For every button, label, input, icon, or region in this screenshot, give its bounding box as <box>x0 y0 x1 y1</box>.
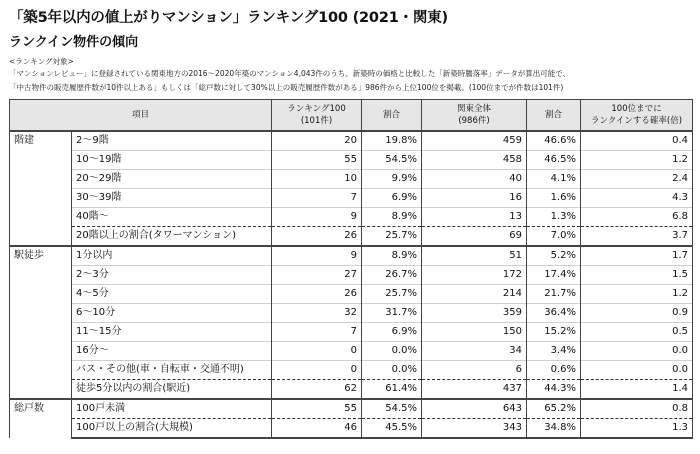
all-count-cell: 40 <box>422 170 527 189</box>
category-cell: 階建 <box>10 131 72 246</box>
item-label-cell: 16分～ <box>72 342 272 361</box>
rank-count-cell: 26 <box>272 227 362 247</box>
probability-cell: 1.2 <box>581 285 693 304</box>
table-row <box>10 246 693 266</box>
all-count-cell: 150 <box>422 323 527 342</box>
probability-cell: 6.8 <box>581 208 693 227</box>
all-ratio-cell: 3.4% <box>527 342 581 361</box>
probability-cell: 0.0 <box>581 342 693 361</box>
table-row <box>10 170 693 189</box>
rank-ratio-cell: 9.9% <box>362 170 422 189</box>
rank-ratio-cell: 0.0% <box>362 361 422 380</box>
probability-cell: 0.8 <box>581 399 693 419</box>
item-label-cell: 11～15分 <box>72 323 272 342</box>
header-probability: 100位までに ランクインする確率(倍) <box>581 100 693 132</box>
all-count-cell: 69 <box>422 227 527 247</box>
table-row <box>10 323 693 342</box>
rank-ratio-cell: 8.9% <box>362 208 422 227</box>
item-label-cell: 40階～ <box>72 208 272 227</box>
header-item: 項目 <box>10 100 272 132</box>
all-ratio-cell: 46.6% <box>527 131 581 151</box>
rank-ratio-cell: 0.0% <box>362 342 422 361</box>
table-row <box>10 151 693 170</box>
item-label-cell: バス・その他(車・自転車・交通不明) <box>72 361 272 380</box>
all-count-cell: 13 <box>422 208 527 227</box>
table-row <box>10 399 693 419</box>
all-ratio-cell: 1.3% <box>527 208 581 227</box>
all-ratio-cell: 1.6% <box>527 189 581 208</box>
rank-count-cell: 20 <box>272 131 362 151</box>
all-count-cell: 51 <box>422 246 527 266</box>
all-count-cell: 343 <box>422 419 527 439</box>
page-subtitle: ランクイン物件の傾向 <box>9 35 139 50</box>
rank-count-cell: 27 <box>272 266 362 285</box>
all-ratio-cell: 15.2% <box>527 323 581 342</box>
table-row <box>10 419 693 439</box>
rank-count-cell: 7 <box>272 323 362 342</box>
item-label-cell: 4～5分 <box>72 285 272 304</box>
probability-cell: 0.4 <box>581 131 693 151</box>
table-row <box>10 208 693 227</box>
rank-ratio-cell: 6.9% <box>362 189 422 208</box>
rank-ratio-cell: 54.5% <box>362 151 422 170</box>
table-row <box>10 189 693 208</box>
notes-line-1: 「マンションレビュー」に登録されている関東地方の2016～2020年築のマンション4,043件のうち、新築時の価格と比較した「新築時騰落率」データが算出可能で、 <box>9 69 571 78</box>
header-ranking: ランキング100 (101件) <box>272 100 362 132</box>
all-count-cell: 172 <box>422 266 527 285</box>
rank-count-cell: 55 <box>272 151 362 170</box>
rank-ratio-cell: 31.7% <box>362 304 422 323</box>
item-label-cell: 20階以上の割合(タワーマンション) <box>72 227 272 247</box>
probability-cell: 0.9 <box>581 304 693 323</box>
category-cell: 駅徒歩 <box>10 246 72 399</box>
table-row <box>10 342 693 361</box>
item-label-cell: 10～19階 <box>72 151 272 170</box>
rank-ratio-cell: 45.5% <box>362 419 422 439</box>
item-label-cell: 100戸未満 <box>72 399 272 419</box>
all-count-cell: 16 <box>422 189 527 208</box>
table-row <box>10 380 693 400</box>
all-count-cell: 359 <box>422 304 527 323</box>
all-ratio-cell: 46.5% <box>527 151 581 170</box>
item-label-cell: 30～39階 <box>72 189 272 208</box>
rank-count-cell: 26 <box>272 285 362 304</box>
rank-count-cell: 10 <box>272 170 362 189</box>
item-label-cell: 1分以内 <box>72 246 272 266</box>
rank-count-cell: 0 <box>272 361 362 380</box>
all-count-cell: 437 <box>422 380 527 400</box>
header-kanto-all: 関東全体 (986件) <box>422 100 527 132</box>
item-label-cell: 100戸以上の割合(大規模) <box>72 419 272 439</box>
rank-count-cell: 7 <box>272 189 362 208</box>
notes-line-2: 「中古物件の販売履歴件数が10件以上ある」もしくは「総戸数に対して30%以上の販売履歴件数がある」986件から上位100位を掲載。(100位までが件数は101件) <box>9 83 564 92</box>
rank-ratio-cell: 8.9% <box>362 246 422 266</box>
rank-ratio-cell: 26.7% <box>362 266 422 285</box>
rank-count-cell: 0 <box>272 342 362 361</box>
rank-ratio-cell: 61.4% <box>362 380 422 400</box>
rank-count-cell: 9 <box>272 246 362 266</box>
rank-count-cell: 9 <box>272 208 362 227</box>
probability-cell: 1.7 <box>581 246 693 266</box>
table-row <box>10 227 693 247</box>
table-row <box>10 131 693 151</box>
probability-cell: 1.4 <box>581 380 693 400</box>
probability-cell: 2.4 <box>581 170 693 189</box>
all-ratio-cell: 4.1% <box>527 170 581 189</box>
rank-ratio-cell: 25.7% <box>362 285 422 304</box>
rank-ratio-cell: 19.8% <box>362 131 422 151</box>
table-header-row <box>10 100 693 132</box>
all-count-cell: 458 <box>422 151 527 170</box>
all-ratio-cell: 7.0% <box>527 227 581 247</box>
all-ratio-cell: 0.6% <box>527 361 581 380</box>
rank-count-cell: 55 <box>272 399 362 419</box>
all-count-cell: 643 <box>422 399 527 419</box>
all-ratio-cell: 34.8% <box>527 419 581 439</box>
all-count-cell: 34 <box>422 342 527 361</box>
rank-ratio-cell: 6.9% <box>362 323 422 342</box>
all-count-cell: 214 <box>422 285 527 304</box>
header-ratio-all: 割合 <box>527 100 581 132</box>
probability-cell: 1.5 <box>581 266 693 285</box>
all-ratio-cell: 36.4% <box>527 304 581 323</box>
all-ratio-cell: 44.3% <box>527 380 581 400</box>
category-cell: 総戸数 <box>10 399 72 438</box>
probability-cell: 0.0 <box>581 361 693 380</box>
probability-cell: 1.3 <box>581 419 693 439</box>
all-ratio-cell: 21.7% <box>527 285 581 304</box>
header-ratio: 割合 <box>362 100 422 132</box>
table-row <box>10 361 693 380</box>
page-title: 「築5年以内の値上がりマンション」ランキング100 (2021・関東) <box>9 10 448 26</box>
item-label-cell: 2～9階 <box>72 131 272 151</box>
all-count-cell: 459 <box>422 131 527 151</box>
all-ratio-cell: 17.4% <box>527 266 581 285</box>
probability-cell: 1.2 <box>581 151 693 170</box>
ranking-trend-table <box>9 99 693 439</box>
all-ratio-cell: 5.2% <box>527 246 581 266</box>
table-body <box>10 131 693 438</box>
probability-cell: 4.3 <box>581 189 693 208</box>
all-count-cell: 6 <box>422 361 527 380</box>
item-label-cell: 2～3分 <box>72 266 272 285</box>
rank-count-cell: 46 <box>272 419 362 439</box>
rank-ratio-cell: 54.5% <box>362 399 422 419</box>
item-label-cell: 6～10分 <box>72 304 272 323</box>
all-ratio-cell: 65.2% <box>527 399 581 419</box>
table-row <box>10 285 693 304</box>
rank-count-cell: 32 <box>272 304 362 323</box>
table-row <box>10 304 693 323</box>
probability-cell: 0.5 <box>581 323 693 342</box>
rank-ratio-cell: 25.7% <box>362 227 422 247</box>
item-label-cell: 20～29階 <box>72 170 272 189</box>
probability-cell: 3.7 <box>581 227 693 247</box>
item-label-cell: 徒歩5分以内の割合(駅近) <box>72 380 272 400</box>
table-row <box>10 266 693 285</box>
rank-count-cell: 62 <box>272 380 362 400</box>
notes-heading: <ランキング対象> <box>9 57 74 66</box>
